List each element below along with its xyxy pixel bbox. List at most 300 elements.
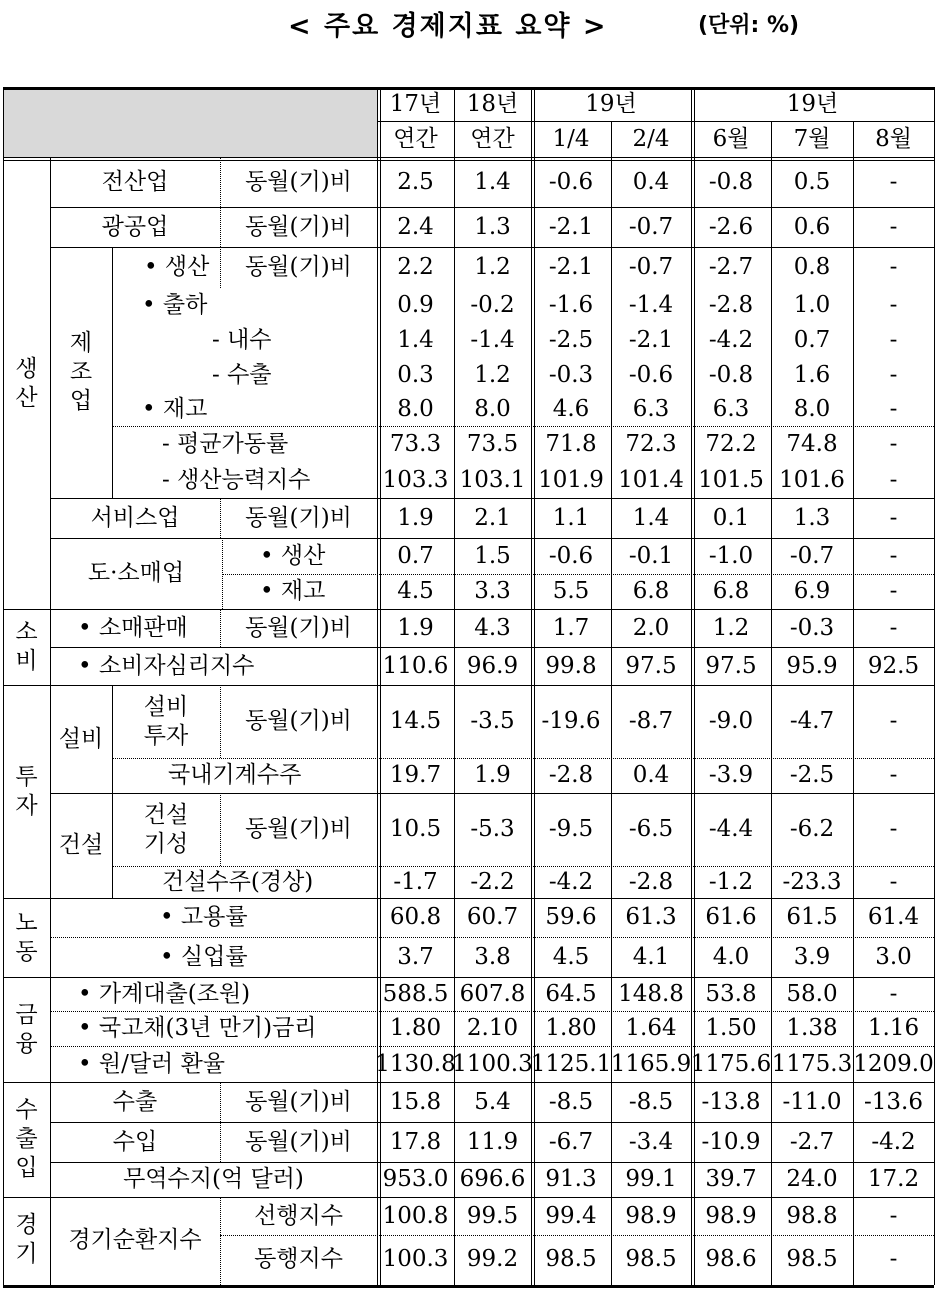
- group-consumption: 소 비: [15, 619, 38, 674]
- value-cell: -13.6: [864, 1088, 923, 1115]
- value-cell: -0.6: [548, 542, 594, 569]
- value-cell: -4.4: [708, 816, 754, 842]
- value-cell: 95.9: [786, 652, 838, 679]
- col-period: 2/4: [632, 125, 670, 152]
- value-cell: 97.5: [625, 652, 677, 679]
- value-cell: -8.7: [628, 708, 674, 734]
- value-cell: 2.10: [466, 1015, 519, 1041]
- row-sublabel: 동행지수: [254, 1245, 343, 1272]
- value-cell: 4.3: [474, 614, 511, 641]
- value-cell: -: [889, 762, 898, 788]
- value-cell: 101.9: [538, 466, 604, 493]
- row-label: • 가계대출(조원): [78, 980, 251, 1007]
- value-cell: 3.0: [875, 943, 912, 970]
- value-cell: 1.9: [474, 762, 511, 788]
- value-cell: 4.1: [632, 943, 670, 970]
- rule-line: [50, 647, 934, 648]
- rule-line: [531, 87, 535, 1285]
- group-investment: 투 자: [15, 763, 38, 819]
- value-cell: -: [889, 868, 898, 895]
- value-cell: -2.6: [708, 213, 754, 240]
- value-cell: 1.2: [712, 614, 750, 641]
- row-label: • 생산: [144, 254, 210, 280]
- value-cell: 101.4: [618, 466, 684, 493]
- value-cell: 96.9: [466, 652, 519, 679]
- value-cell: 1100.3: [452, 1050, 533, 1077]
- value-cell: -9.5: [548, 816, 594, 842]
- row-label: 서비스업: [90, 504, 180, 531]
- rule-line: [112, 758, 934, 759]
- value-cell: 17.8: [389, 1128, 442, 1155]
- value-cell: -: [889, 504, 898, 531]
- rule-line: [771, 121, 772, 1285]
- rule-line: [220, 609, 221, 647]
- row-label: • 고용률: [160, 904, 248, 930]
- row-label: • 실업률: [160, 943, 248, 970]
- row-label: - 생산능력지수: [162, 466, 311, 493]
- value-cell: 6.8: [632, 578, 670, 604]
- value-cell: 2.5: [397, 169, 434, 195]
- value-cell: 61.4: [867, 904, 920, 930]
- value-cell: 103.1: [459, 466, 526, 493]
- value-cell: 72.2: [705, 430, 757, 457]
- value-cell: 0.7: [793, 326, 831, 353]
- row-label: 경기순환지수: [68, 1226, 202, 1253]
- value-cell: 99.1: [625, 1166, 677, 1192]
- value-cell: -1.4: [628, 291, 674, 318]
- value-cell: -: [889, 1245, 898, 1272]
- rule-line: [50, 158, 51, 1285]
- rule-line: [611, 121, 612, 1285]
- rule-line: [934, 87, 935, 1285]
- value-cell: 6.8: [712, 578, 750, 604]
- rule-line: [112, 866, 934, 867]
- row-label: 설비 투자: [143, 693, 189, 749]
- value-cell: 98.5: [786, 1245, 838, 1272]
- rule-line: [220, 793, 221, 866]
- value-cell: -11.0: [782, 1088, 842, 1115]
- value-cell: -4.7: [789, 708, 835, 734]
- value-cell: 91.3: [545, 1166, 597, 1192]
- value-cell: 17.2: [867, 1166, 920, 1192]
- value-cell: 8.0: [474, 396, 511, 422]
- value-cell: 98.5: [625, 1245, 677, 1272]
- rule-line: [3, 685, 934, 686]
- value-cell: -6.7: [548, 1128, 594, 1155]
- value-cell: -: [889, 430, 898, 457]
- rule-line: [3, 87, 4, 1285]
- group-cycle: 경 기: [15, 1212, 38, 1267]
- value-cell: -1.2: [708, 868, 754, 895]
- value-cell: 0.8: [793, 254, 831, 280]
- value-cell: 39.7: [705, 1166, 757, 1192]
- value-cell: 98.8: [786, 1202, 838, 1229]
- rule-line: [112, 685, 113, 898]
- value-cell: 1.16: [867, 1015, 920, 1041]
- group-labor: 노 동: [15, 909, 38, 965]
- value-cell: -23.3: [782, 868, 842, 895]
- col-period: 연간: [470, 125, 515, 152]
- unit-label: (단위: %): [698, 13, 800, 38]
- value-cell: -: [889, 213, 898, 240]
- value-cell: 14.5: [389, 708, 442, 734]
- row-label: • 소매판매: [78, 614, 188, 641]
- rule-line: [377, 87, 381, 1285]
- row-sublabel: 동월(기)비: [245, 1088, 352, 1115]
- group-trade: 수 출 입: [15, 1097, 38, 1181]
- value-cell: -: [889, 708, 898, 734]
- row-sublabel: 동월(기)비: [245, 504, 352, 531]
- value-cell: -: [889, 578, 898, 604]
- col-period: 연간: [393, 125, 438, 152]
- value-cell: -0.8: [708, 362, 754, 388]
- rule-line: [222, 574, 934, 575]
- row-label: • 출하: [142, 291, 208, 318]
- value-cell: 60.8: [389, 904, 442, 930]
- rule-line: [3, 898, 934, 899]
- value-cell: 97.5: [705, 652, 757, 679]
- rule-line: [220, 158, 221, 247]
- value-cell: -2.8: [548, 762, 594, 788]
- group-production: 생 산: [15, 355, 38, 411]
- row-sublabel: 동월(기)비: [245, 254, 352, 280]
- value-cell: 1175.6: [690, 1050, 772, 1077]
- value-cell: 1.3: [474, 213, 511, 240]
- rule-line: [222, 538, 223, 609]
- group-manufacturing: 제 조 업: [69, 330, 93, 414]
- value-cell: 10.5: [389, 816, 442, 842]
- value-cell: -2.7: [789, 1128, 835, 1155]
- value-cell: 1209.0: [853, 1050, 934, 1077]
- value-cell: 71.8: [545, 430, 597, 457]
- value-cell: -9.0: [708, 708, 754, 734]
- value-cell: 1.9: [397, 504, 434, 531]
- value-cell: 1.64: [625, 1015, 677, 1041]
- value-cell: 3.9: [793, 943, 831, 970]
- value-cell: 24.0: [786, 1166, 838, 1192]
- row-label: 수출: [112, 1088, 158, 1115]
- value-cell: -8.5: [628, 1088, 674, 1115]
- value-cell: 98.9: [625, 1202, 677, 1229]
- col-year-19-quarters: 19년: [585, 90, 637, 117]
- value-cell: -2.1: [548, 254, 594, 280]
- value-cell: 1175.3: [771, 1050, 853, 1077]
- value-cell: 100.3: [382, 1245, 449, 1272]
- value-cell: 953.0: [382, 1166, 449, 1192]
- value-cell: 19.7: [389, 762, 442, 788]
- value-cell: -13.8: [701, 1088, 761, 1115]
- row-label: 무역수지(억 달러): [123, 1166, 304, 1192]
- value-cell: -: [889, 169, 898, 195]
- value-cell: 0.4: [632, 169, 670, 195]
- rule-line: [50, 247, 934, 248]
- value-cell: 1.1: [552, 504, 590, 531]
- value-cell: -1.0: [708, 542, 754, 569]
- value-cell: 0.5: [793, 169, 831, 195]
- value-cell: 0.1: [712, 504, 750, 531]
- value-cell: 6.3: [712, 396, 750, 422]
- value-cell: 5.4: [474, 1088, 511, 1115]
- value-cell: -2.5: [548, 326, 594, 353]
- value-cell: -: [889, 362, 898, 388]
- value-cell: -5.3: [470, 816, 515, 842]
- row-label: 건설 기성: [143, 801, 189, 857]
- rule-line: [50, 538, 934, 539]
- value-cell: 1.80: [545, 1015, 597, 1041]
- value-cell: 5.5: [552, 578, 590, 604]
- value-cell: 588.5: [382, 980, 449, 1007]
- value-cell: 98.5: [545, 1245, 597, 1272]
- value-cell: 1.50: [705, 1015, 757, 1041]
- row-label: • 원/달러 환율: [78, 1050, 226, 1077]
- row-sublabel: 동월(기)비: [245, 614, 352, 641]
- rule-line: [50, 207, 934, 208]
- value-cell: 110.6: [382, 652, 449, 679]
- value-cell: 1.2: [474, 362, 511, 388]
- value-cell: -3.9: [708, 762, 754, 788]
- value-cell: -6.2: [789, 816, 835, 842]
- value-cell: 1.6: [793, 362, 831, 388]
- rule-line: [50, 1162, 934, 1163]
- value-cell: -: [889, 542, 898, 569]
- rule-line: [220, 247, 221, 288]
- group-finance: 금 융: [15, 1001, 38, 1057]
- value-cell: -6.5: [628, 816, 674, 842]
- row-sublabel: • 재고: [260, 578, 326, 604]
- col-period: 7월: [793, 125, 831, 152]
- rule-line: [50, 1046, 934, 1047]
- row-sublabel: 동월(기)비: [245, 1128, 352, 1155]
- value-cell: 59.6: [545, 904, 597, 930]
- header-shade: [3, 87, 377, 157]
- value-cell: 1.0: [793, 291, 831, 318]
- rule-line: [454, 87, 455, 1285]
- rule-line: [220, 1235, 934, 1236]
- value-cell: -: [889, 326, 898, 353]
- value-cell: 1165.9: [610, 1050, 692, 1077]
- value-cell: 607.8: [459, 980, 526, 1007]
- value-cell: -4.2: [871, 1128, 916, 1155]
- value-cell: -2.8: [628, 868, 674, 895]
- col-period: 1/4: [552, 125, 590, 152]
- rule-line: [3, 157, 934, 161]
- value-cell: -0.7: [789, 542, 835, 569]
- value-cell: -: [889, 980, 898, 1007]
- rule-line: [112, 247, 113, 498]
- value-cell: 148.8: [618, 980, 684, 1007]
- value-cell: -0.6: [548, 169, 594, 195]
- value-cell: 2.4: [397, 213, 434, 240]
- value-cell: -: [889, 1202, 898, 1229]
- row-sublabel: 동월(기)비: [245, 708, 352, 734]
- value-cell: -0.3: [548, 362, 594, 388]
- row-label: - 수출: [212, 362, 272, 388]
- value-cell: 4.5: [552, 943, 590, 970]
- value-cell: 1.38: [786, 1015, 838, 1041]
- value-cell: 99.8: [545, 652, 597, 679]
- value-cell: 4.6: [552, 396, 590, 422]
- value-cell: 6.9: [793, 578, 831, 604]
- value-cell: -19.6: [541, 708, 601, 734]
- value-cell: -: [889, 614, 898, 641]
- value-cell: 1.4: [632, 504, 670, 531]
- value-cell: 60.7: [466, 904, 519, 930]
- group-equipment: 설비: [58, 725, 104, 752]
- row-label: • 소비자심리지수: [78, 652, 255, 679]
- rule-line: [220, 1197, 221, 1285]
- rule-line: [50, 498, 934, 499]
- value-cell: -0.7: [628, 254, 674, 280]
- rule-line: [3, 1285, 934, 1288]
- row-label: - 평균가동률: [162, 430, 289, 457]
- rule-line: [377, 121, 934, 122]
- value-cell: 1.9: [397, 614, 434, 641]
- value-cell: 98.9: [705, 1202, 757, 1229]
- value-cell: 64.5: [545, 980, 597, 1007]
- value-cell: 11.9: [466, 1128, 519, 1155]
- rule-line: [853, 121, 854, 1285]
- value-cell: -2.7: [708, 254, 754, 280]
- value-cell: 101.6: [779, 466, 845, 493]
- rule-line: [50, 793, 934, 794]
- value-cell: -: [889, 254, 898, 280]
- value-cell: -1.6: [548, 291, 594, 318]
- value-cell: -0.1: [628, 542, 674, 569]
- value-cell: -1.4: [470, 326, 515, 353]
- col-year-19-months: 19년: [786, 90, 839, 117]
- row-label: 건설수주(경상): [162, 868, 314, 895]
- value-cell: -4.2: [548, 868, 594, 895]
- value-cell: -0.6: [628, 362, 674, 388]
- value-cell: -: [889, 396, 898, 422]
- value-cell: 61.3: [625, 904, 677, 930]
- value-cell: -: [889, 466, 898, 493]
- value-cell: 99.4: [545, 1202, 597, 1229]
- rule-line: [220, 1082, 221, 1162]
- value-cell: 1125.1: [530, 1050, 612, 1077]
- value-cell: 3.3: [474, 578, 511, 604]
- value-cell: 0.7: [397, 542, 434, 569]
- value-cell: 15.8: [389, 1088, 442, 1115]
- value-cell: -4.2: [708, 326, 754, 353]
- value-cell: -: [889, 291, 898, 318]
- value-cell: 99.5: [466, 1202, 519, 1229]
- value-cell: 1.4: [474, 169, 511, 195]
- value-cell: 53.8: [705, 980, 757, 1007]
- value-cell: 103.3: [382, 466, 449, 493]
- rule-line: [220, 685, 221, 758]
- value-cell: 99.2: [466, 1245, 519, 1272]
- value-cell: -: [889, 816, 898, 842]
- rule-line: [50, 937, 934, 938]
- value-cell: 73.3: [389, 430, 442, 457]
- row-label: 도·소매업: [87, 560, 185, 586]
- value-cell: 61.6: [705, 904, 757, 930]
- value-cell: 4.0: [712, 943, 750, 970]
- value-cell: 72.3: [625, 430, 677, 457]
- value-cell: 1.3: [793, 504, 831, 531]
- rule-line: [3, 1197, 934, 1198]
- value-cell: 0.9: [397, 291, 434, 318]
- value-cell: 6.3: [632, 396, 670, 422]
- value-cell: -2.2: [470, 868, 515, 895]
- rule-line: [50, 1011, 934, 1012]
- value-cell: -2.1: [548, 213, 594, 240]
- value-cell: 98.6: [705, 1245, 757, 1272]
- value-cell: 1.80: [389, 1015, 442, 1041]
- rule-line: [112, 426, 934, 427]
- row-sublabel: 동월(기)비: [245, 213, 352, 240]
- value-cell: 3.8: [474, 943, 511, 970]
- value-cell: 1.4: [397, 326, 434, 353]
- value-cell: 0.6: [793, 213, 831, 240]
- value-cell: 61.5: [786, 904, 838, 930]
- value-cell: 8.0: [397, 396, 434, 422]
- rule-line: [50, 1122, 934, 1123]
- value-cell: 0.3: [397, 362, 434, 388]
- value-cell: 2.2: [397, 254, 434, 280]
- row-label: 광공업: [101, 213, 169, 240]
- value-cell: 2.0: [632, 614, 670, 641]
- value-cell: 1.2: [474, 254, 511, 280]
- value-cell: 73.5: [466, 430, 519, 457]
- col-period: 6월: [712, 125, 750, 152]
- value-cell: 92.5: [867, 652, 920, 679]
- row-label: 수입: [112, 1128, 158, 1155]
- rule-line: [3, 87, 934, 90]
- value-cell: -0.8: [708, 169, 754, 195]
- value-cell: 1130.8: [375, 1050, 456, 1077]
- col-period: 8월: [875, 125, 912, 152]
- rule-line: [220, 498, 221, 538]
- value-cell: -10.9: [701, 1128, 761, 1155]
- value-cell: 1.7: [552, 614, 590, 641]
- value-cell: 4.5: [397, 578, 434, 604]
- group-construction: 건설: [58, 832, 104, 858]
- value-cell: 8.0: [793, 396, 831, 422]
- value-cell: -0.2: [470, 291, 515, 318]
- row-label: • 국고채(3년 만기)금리: [78, 1015, 317, 1041]
- value-cell: -0.7: [628, 213, 674, 240]
- value-cell: 74.8: [786, 430, 838, 457]
- row-label: • 재고: [142, 396, 208, 422]
- rule-line: [3, 1082, 934, 1083]
- value-cell: -8.5: [548, 1088, 594, 1115]
- value-cell: 58.0: [786, 980, 838, 1007]
- value-cell: 101.5: [698, 466, 764, 493]
- row-label: - 내수: [212, 326, 272, 353]
- value-cell: -0.3: [789, 614, 835, 641]
- col-year-17: 17년: [389, 90, 442, 117]
- value-cell: -3.4: [628, 1128, 674, 1155]
- value-cell: 3.7: [397, 943, 434, 970]
- value-cell: 696.6: [459, 1166, 526, 1192]
- col-year-18: 18년: [466, 90, 519, 117]
- value-cell: -3.5: [470, 708, 515, 734]
- value-cell: -2.1: [628, 326, 674, 353]
- value-cell: 1.5: [474, 542, 511, 569]
- page-title: < 주요 경제지표 요약 >: [288, 11, 608, 42]
- row-label: 전산업: [101, 169, 169, 195]
- row-sublabel: 동월(기)비: [245, 816, 352, 842]
- value-cell: -2.5: [789, 762, 835, 788]
- row-sublabel: 선행지수: [254, 1202, 343, 1229]
- rule-line: [3, 609, 934, 610]
- value-cell: 2.1: [474, 504, 511, 531]
- value-cell: 0.4: [632, 762, 670, 788]
- row-sublabel: 동월(기)비: [245, 169, 352, 195]
- rule-line: [3, 977, 934, 978]
